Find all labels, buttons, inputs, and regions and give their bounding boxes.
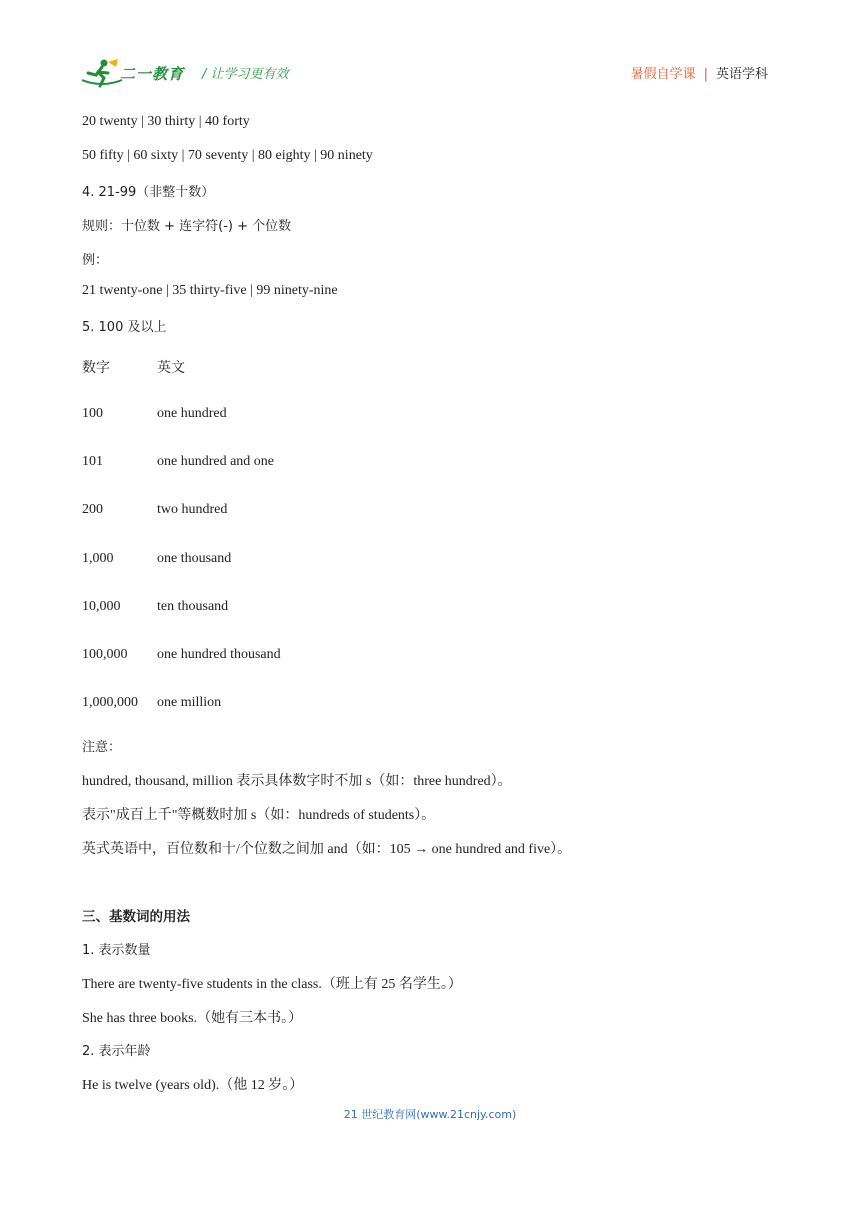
table-cell-number: 101: [82, 454, 103, 469]
table-cell-english: one hundred thousand: [157, 647, 281, 662]
footer-link[interactable]: 21 世纪教育网(www.21cnjy.com): [343, 1108, 517, 1121]
table-cell-english: one hundred and one: [157, 454, 275, 469]
course-label: 暑假自学课: [630, 67, 696, 82]
table-cell-number: 1,000,000: [82, 695, 138, 710]
table-cell-number: 100: [82, 406, 103, 421]
table-cell-number: 1,000: [82, 551, 114, 566]
table-header-english: 英文: [157, 360, 185, 376]
table-cell-number: 100,000: [82, 647, 128, 662]
table-cell-number: 200: [82, 502, 103, 517]
header-slogan: / 让学习更有效: [202, 67, 289, 82]
table-cell-number: 10,000: [82, 599, 121, 614]
note-item: hundred, thousand, million 表示具体数字时不加 s（如：three hundred）。: [82, 774, 512, 789]
notes-label: 注意：: [82, 740, 122, 755]
logo-text: 二一教育: [120, 65, 185, 83]
page-header: [82, 54, 768, 94]
section4-rule: 规则：十位数 + 连字符(-) + 个位数: [82, 219, 292, 234]
table-header-number: 数字: [82, 360, 110, 376]
example-sentence: He is twelve (years old).（他 12 岁。）: [82, 1078, 304, 1093]
section4-examples: 21 twenty-one | 35 thirty-five | 99 ninety-nine: [82, 283, 338, 298]
table-cell-english: ten thousand: [157, 599, 229, 614]
tens-line-1: 20 twenty | 30 thirty | 40 forty: [82, 114, 250, 129]
tens-line-2: 50 fifty | 60 sixty | 70 seventy | 80 eighty | 90 ninety: [82, 148, 373, 163]
example-sentence: There are twenty-five students in the class.（班上有 25 名学生。）: [82, 977, 462, 992]
table-cell-english: two hundred: [157, 502, 228, 517]
section3-sub1: 1. 表示数量: [82, 943, 151, 958]
section3-sub2: 2. 表示年龄: [82, 1044, 151, 1059]
table-cell-english: one hundred: [157, 406, 227, 421]
header-divider: |: [703, 67, 708, 82]
table-cell-english: one million: [157, 695, 222, 710]
section5-title: 5. 100 及以上: [82, 320, 167, 335]
note-item: 表示"成百上千"等概数时加 s（如：hundreds of students）。: [82, 808, 436, 823]
header-course-info: [631, 63, 768, 82]
section4-example-label: 例：: [82, 253, 109, 268]
section4-title: 4. 21-99（非整十数）: [82, 185, 215, 200]
section3-heading: 三、基数词的用法: [82, 909, 190, 925]
example-sentence: She has three books.（她有三本书。）: [82, 1011, 303, 1026]
subject-label: 英语学科: [715, 67, 768, 82]
table-cell-english: one thousand: [157, 551, 232, 566]
note-item: 英式英语中，百位数和十/个位数之间加 and（如：105 → one hundred and five）。: [82, 842, 572, 857]
